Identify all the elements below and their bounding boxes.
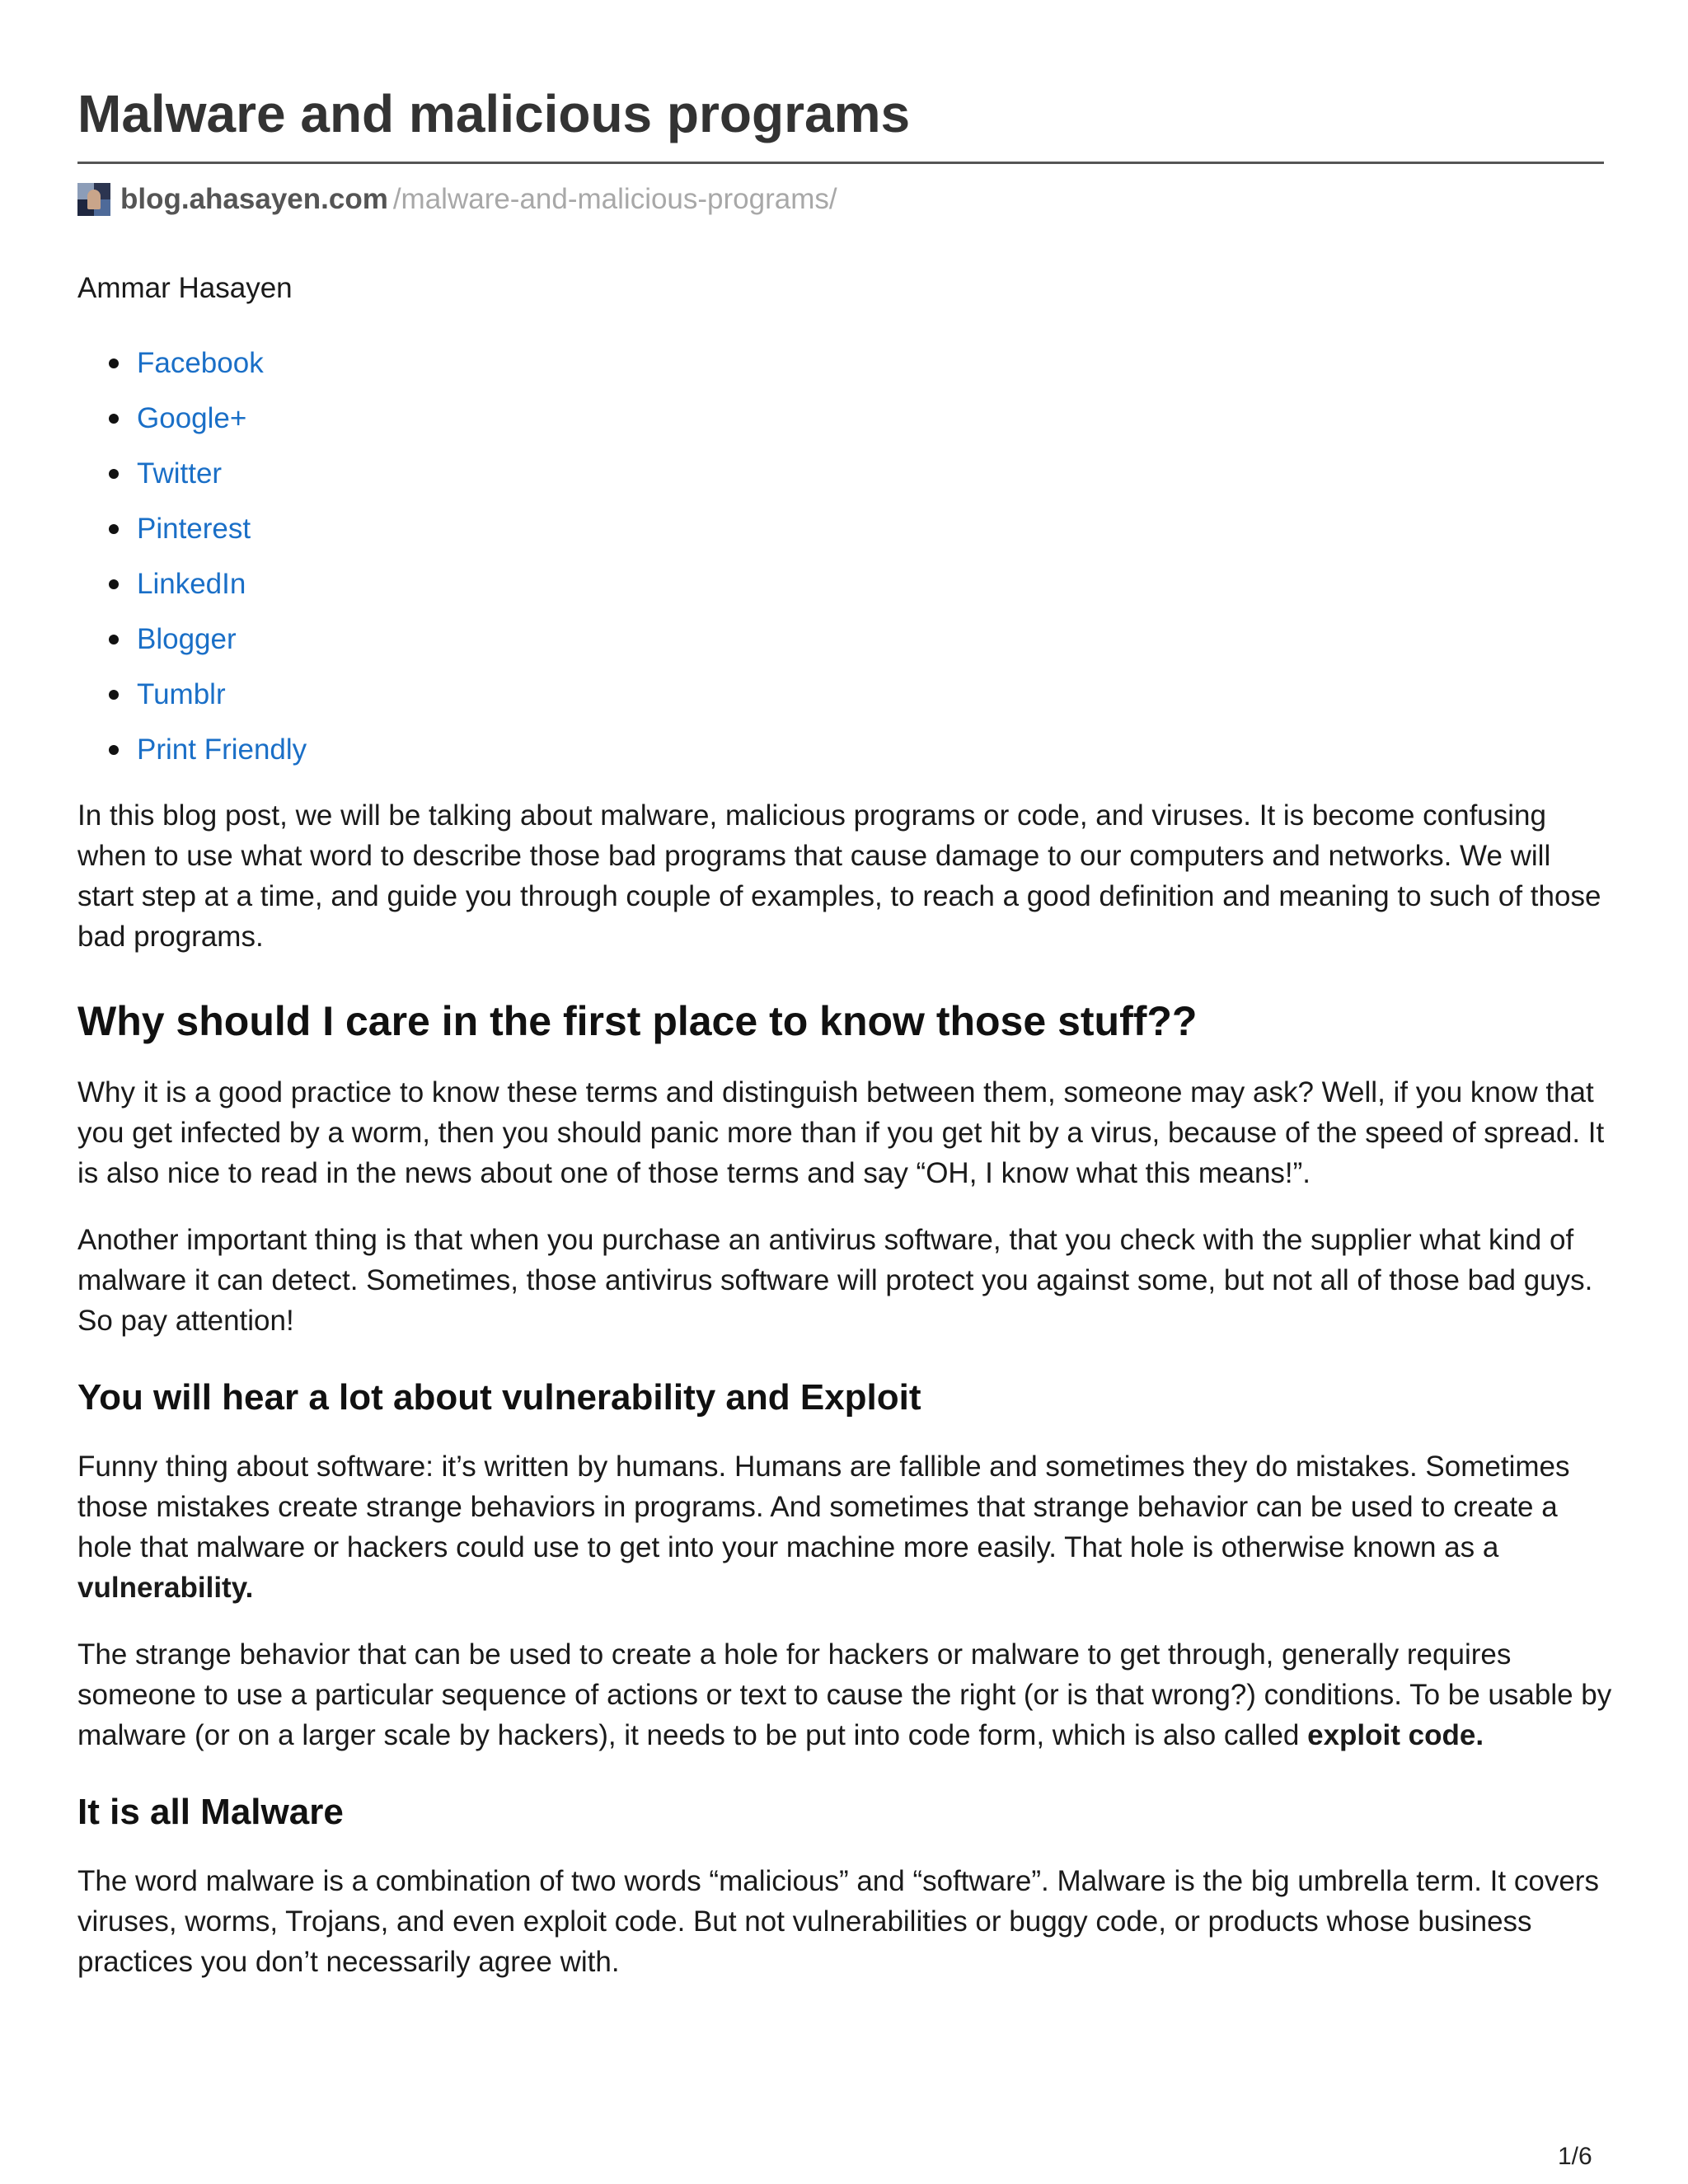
document-page: [77, 0, 1612, 1982]
bullet-icon: [109, 579, 119, 589]
share-link-blogger[interactable]: Blogger: [137, 623, 237, 655]
list-item: [137, 556, 1612, 612]
source-path[interactable]: /malware-and-malicious-programs/: [392, 183, 837, 215]
bullet-icon: [109, 359, 119, 368]
list-item: [137, 667, 1612, 722]
list-item: [137, 446, 1612, 501]
title-divider: [77, 162, 1604, 164]
share-link-twitter[interactable]: Twitter: [137, 457, 223, 490]
heading-all-malware: It is all Malware: [77, 1792, 344, 1832]
author-name: Ammar Hasayen: [77, 272, 293, 304]
vuln-paragraph-1-text: Funny thing about software: it’s written by humans. Humans are fallible and sometimes they do mistakes. Sometimes those mistakes create strange behaviors in programs. And sometimes that strange behavior can be used to create a hole that malware or hackers could use to get into your machine more easily. That hole is otherwise known as a: [77, 1451, 1570, 1563]
why-paragraph-2: Another important thing is that when you purchase an antivirus software, that you check with the supplier what kind of malware it can detect. Sometimes, those antivirus software will protect you against some, but not all of those bad guys. So pay attention!: [77, 1224, 1593, 1337]
share-links-list: [77, 335, 1612, 777]
source-url[interactable]: [77, 179, 1612, 220]
share-link-pinterest[interactable]: Pinterest: [137, 513, 251, 545]
source-domain[interactable]: blog.ahasayen.com: [120, 183, 388, 215]
exploit-code-term: exploit code.: [1307, 1719, 1484, 1751]
author-avatar-icon: [77, 183, 110, 216]
share-link-facebook[interactable]: Facebook: [137, 347, 264, 379]
share-link-print-friendly[interactable]: Print Friendly: [137, 733, 307, 766]
page-number: 1/6: [1558, 2143, 1592, 2170]
bullet-icon: [109, 524, 119, 534]
vulnerability-term: vulnerability.: [77, 1572, 254, 1604]
list-item: [137, 335, 1612, 391]
heading-vulnerability-exploit: You will hear a lot about vulnerability and Exploit: [77, 1377, 921, 1418]
share-link-tumblr[interactable]: Tumblr: [137, 678, 226, 710]
vuln-paragraph-2-text: The strange behavior that can be used to create a hole for hackers or malware to get through, generally requires someone to use a particular sequence of actions or text to cause the right (or is that wrong?) conditions. To be usable by malware (or on a larger scale by hackers), it needs to be put into code form, which is also called: [77, 1638, 1612, 1751]
why-paragraph-1: Why it is a good practice to know these terms and distinguish between them, someone may ask? Well, if you know that you get infected by a worm, then you should panic more than if you get hit by a virus, because of the speed of spread. It is also nice to read in the news about one of those terms and say “OH, I know what this means!”.: [77, 1076, 1605, 1189]
intro-paragraph: In this blog post, we will be talking about malware, malicious programs or code, and viruses. It is become confusing when to use what word to describe those bad programs that cause damage to our computers and networks. We will start step at a time, and guide you through couple of examples, to reach a good definition and meaning to such of those bad programs.: [77, 799, 1601, 953]
bullet-icon: [109, 414, 119, 424]
bullet-icon: [109, 469, 119, 479]
list-item: [137, 501, 1612, 556]
vuln-paragraph-2: [77, 1634, 1612, 1755]
bullet-icon: [109, 690, 119, 700]
malware-paragraph-1: The word malware is a combination of two words “malicious” and “software”. Malware is the big umbrella term. It covers viruses, worms, Trojans, and even exploit code. But not vulnerabilities or buggy code, or products whose business practices you don’t necessarily agree with.: [77, 1865, 1599, 1978]
list-item: [137, 391, 1612, 446]
vuln-paragraph-1: [77, 1446, 1612, 1608]
page-title: Malware and malicious programs: [77, 84, 911, 143]
bullet-icon: [109, 745, 119, 755]
share-link-google-plus[interactable]: Google+: [137, 402, 247, 434]
list-item: [137, 612, 1612, 667]
list-item: [137, 722, 1612, 777]
heading-why-care: Why should I care in the first place to know those stuff??: [77, 998, 1198, 1044]
share-link-linkedin[interactable]: LinkedIn: [137, 568, 246, 600]
bullet-icon: [109, 635, 119, 644]
